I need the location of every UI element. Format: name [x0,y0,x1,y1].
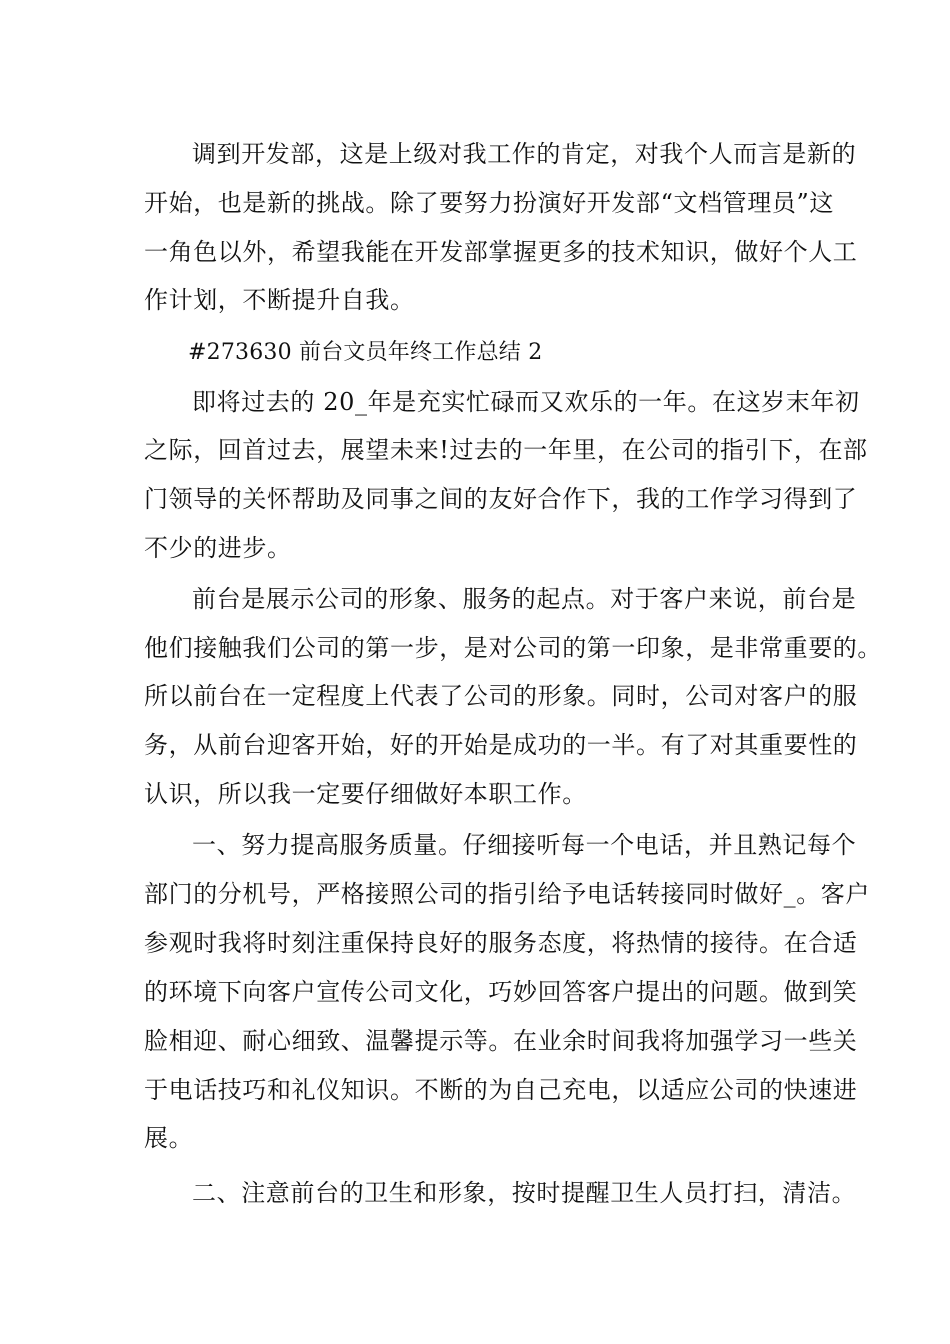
paragraph-line: 脸相迎、耐心细致、温馨提示等。在业余时间我将加强学习一些关 [144,1027,858,1055]
section-heading: #273630 前台文员年终工作总结 2 [188,340,543,365]
paragraph-line: 前台是展示公司的形象、服务的起点。对于客户来说，前台是 [192,585,857,613]
paragraph-line: 认识，所以我一定要仔细做好本职工作。 [144,780,587,808]
paragraph-line: 务，从前台迎客开始，好的开始是成功的一半。有了对其重要性的 [144,731,858,759]
paragraph-line: 他们接触我们公司的第一步，是对公司的第一印象，是非常重要的。 [144,634,882,662]
paragraph-line: 不少的进步。 [144,534,292,562]
paragraph-line: 之际，回首过去，展望未来!过去的一年里，在公司的指引下，在部 [144,436,868,464]
paragraph-line: 于电话技巧和礼仪知识。不断的为自己充电，以适应公司的快速进 [144,1076,858,1104]
paragraph-line: 一角色以外，希望我能在开发部掌握更多的技术知识，做好个人工 [144,238,858,266]
paragraph-line: 参观时我将时刻注重保持良好的服务态度，将热情的接待。在合适 [144,929,858,957]
paragraph-line: 即将过去的 20_年是充实忙碌而又欢乐的一年。在这岁末年初 [192,388,860,416]
paragraph-line: 一、努力提高服务质量。仔细接听每一个电话，并且熟记每个 [192,831,857,859]
paragraph-line: 所以前台在一定程度上代表了公司的形象。同时，公司对客户的服 [144,682,858,710]
paragraph-line: 开始，也是新的挑战。除了要努力扮演好开发部“文档管理员”这 [144,189,834,217]
paragraph-line: 调到开发部，这是上级对我工作的肯定，对我个人而言是新的 [192,140,857,168]
paragraph-line: 展。 [144,1124,194,1152]
paragraph-line: 部门的分机号，严格接照公司的指引给予电话转接同时做好_。客户 [144,880,870,908]
paragraph-line: 门领导的关怀帮助及同事之间的友好合作下，我的工作学习得到了 [144,485,858,513]
paragraph-line: 二、注意前台的卫生和形象，按时提醒卫生人员打扫，清洁。 [192,1179,857,1207]
paragraph-line: 作计划，不断提升自我。 [144,286,415,314]
paragraph-line: 的环境下向客户宣传公司文化，巧妙回答客户提出的问题。做到笑 [144,978,858,1006]
